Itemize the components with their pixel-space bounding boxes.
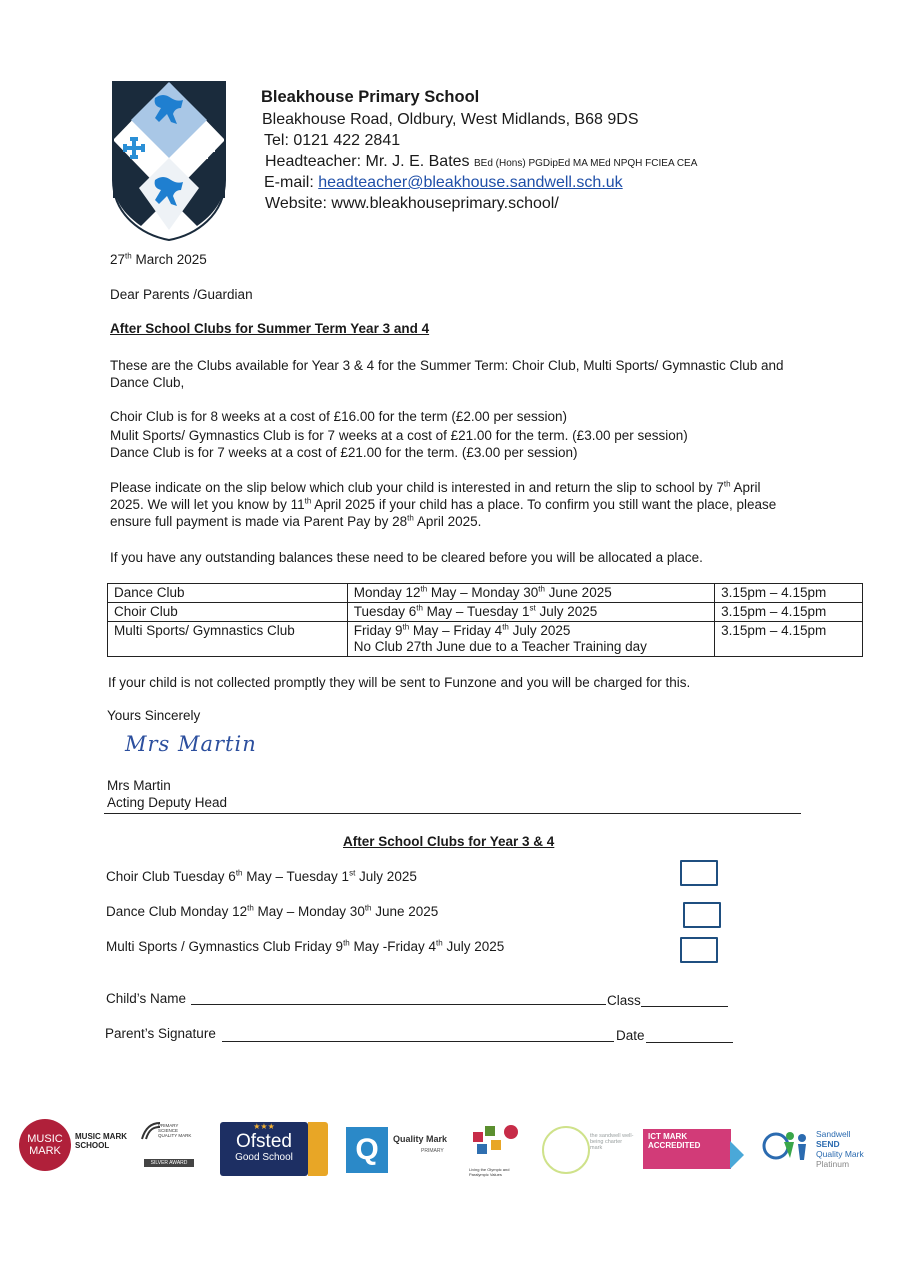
parent-signature-label: Parent’s Signature	[105, 1026, 216, 1041]
letter-title: After School Clubs for Summer Term Year 3 and 4	[110, 321, 430, 336]
letter-date: 27th March 2025	[110, 251, 207, 267]
signer-name: Mrs Martin	[107, 778, 171, 793]
school-telephone: Tel: 0121 422 2841	[264, 132, 401, 149]
school-name: Bleakhouse Primary School	[261, 88, 480, 106]
headteacher-qualifications: BEd (Hons) PGDipEd MA MEd NPQH FCIEA CEA	[474, 158, 698, 169]
quality-mark-text: Quality Mark	[393, 1134, 448, 1144]
headteacher-name: Headteacher: Mr. J. E. Bates	[265, 153, 470, 170]
class-label: Class	[607, 993, 641, 1008]
club-time-cell: 3.15pm – 4.15pm	[715, 622, 863, 657]
olympic-values-logo: Living the Olympic and Paralympic Values	[469, 1122, 521, 1180]
letter-instructions: Please indicate on the slip below which club your child is interested in and return the slip to school by 7th April 2025. We will let you know by 11th April 2025 if your child has a place. To confirm you still want the place, please ensure full payment is made via Parent Pay by 28th April 2025.	[110, 479, 777, 529]
child-name-label: Child’s Name	[106, 991, 187, 1006]
signer-role: Acting Deputy Head	[107, 795, 228, 810]
club-row	[108, 584, 863, 603]
wellbeing-charter-icon	[542, 1126, 590, 1174]
headteacher-line	[265, 151, 697, 174]
club-row	[108, 622, 863, 657]
ict-arrow-icon	[730, 1141, 744, 1169]
send-quality-mark-text: Sandwell SEND Quality Mark Platinum	[816, 1129, 864, 1169]
wellbeing-charter-text: the sandwell well-being charter mark	[590, 1133, 634, 1151]
slip-club-option: Multi Sports / Gymnastics Club Friday 9th May -Friday 4th July 2025	[106, 938, 505, 954]
club-row	[108, 603, 863, 622]
quality-mark-sub: PRIMARY	[421, 1148, 444, 1154]
checkbox-dance-club[interactable]	[683, 902, 721, 928]
psqm-logo: PRIMARY SCIENCE QUALITY MARK SILVER AWARD	[140, 1121, 198, 1171]
email-line	[264, 172, 623, 193]
ofsted-badge-tab	[308, 1122, 328, 1176]
club-name-cell: Multi Sports/ Gymnastics Club	[108, 622, 348, 657]
school-crest-logo	[111, 80, 227, 242]
cost-multi-sports: Mulit Sports/ Gymnastics Club is for 7 weeks at a cost of £21.00 for the term. (£3.00 per session)	[110, 428, 688, 443]
club-time-cell: 3.15pm – 4.15pm	[715, 584, 863, 603]
music-mark-logo: MUSIC MARK	[19, 1119, 71, 1171]
ofsted-good-school-logo: ★★★ Ofsted Good School	[220, 1122, 308, 1176]
slip-club-option: Choir Club Tuesday 6th May – Tuesday 1st July 2025	[106, 868, 417, 884]
club-dates-cell: Friday 9th May – Friday 4th July 2025 No Club 27th June due to a Teacher Training day	[347, 622, 714, 657]
clubs-schedule-table	[107, 583, 863, 657]
checkbox-multi-sports-club[interactable]	[680, 937, 718, 963]
class-field[interactable]	[641, 1005, 728, 1007]
letter-intro: These are the Clubs available for Year 3 & 4 for the Summer Term: Choir Club, Multi Sports/ Gymnastic Club and Dance Club,	[110, 358, 784, 390]
slip-title: After School Clubs for Year 3 & 4	[343, 834, 555, 849]
website-line: Website: www.bleakhouseprimary.school/	[265, 195, 559, 212]
school-address: Bleakhouse Road, Oldbury, West Midlands, B68 9DS	[262, 111, 639, 128]
london-2012-icon	[469, 1122, 521, 1162]
cost-choir: Choir Club is for 8 weeks at a cost of £16.00 for the term (£2.00 per session)	[110, 409, 567, 424]
email-link[interactable]: headteacher@bleakhouse.sandwell.sch.uk	[318, 174, 623, 191]
club-name-cell: Dance Club	[108, 584, 348, 603]
club-dates-cell: Monday 12th May – Monday 30th June 2025	[347, 584, 714, 603]
child-name-field[interactable]	[191, 1003, 606, 1005]
club-note: No Club 27th June due to a Teacher Training day	[353, 639, 647, 654]
funzone-note: If your child is not collected promptly they will be sent to Funzone and you will be charged for this.	[108, 675, 691, 690]
cost-dance: Dance Club is for 7 weeks at a cost of £21.00 for the term. (£3.00 per session)	[110, 445, 578, 460]
date-label: Date	[616, 1028, 645, 1043]
slip-club-option: Dance Club Monday 12th May – Monday 30th June 2025	[106, 903, 439, 919]
ict-mark-logo: ICT MARK ACCREDITED	[643, 1129, 731, 1169]
balances-note: If you have any outstanding balances these need to be cleared before you will be allocated a place.	[110, 550, 703, 565]
cut-divider	[104, 813, 801, 814]
club-name-cell: Choir Club	[108, 603, 348, 622]
send-quality-mark-icon	[760, 1128, 812, 1166]
club-time-cell: 3.15pm – 4.15pm	[715, 603, 863, 622]
club-dates-cell: Tuesday 6th May – Tuesday 1st July 2025	[347, 603, 714, 622]
quality-mark-q-icon: Q	[346, 1127, 388, 1173]
handwritten-signature: Mrs Martin	[125, 732, 257, 756]
date-field[interactable]	[646, 1041, 733, 1043]
closing: Yours Sincerely	[107, 708, 201, 723]
letter-greeting: Dear Parents /Guardian	[110, 287, 253, 302]
checkbox-choir-club[interactable]	[680, 860, 718, 886]
parent-signature-field[interactable]	[222, 1040, 614, 1042]
email-label: E-mail:	[264, 174, 314, 191]
music-mark-school-text: MUSIC MARK SCHOOL	[75, 1132, 127, 1150]
